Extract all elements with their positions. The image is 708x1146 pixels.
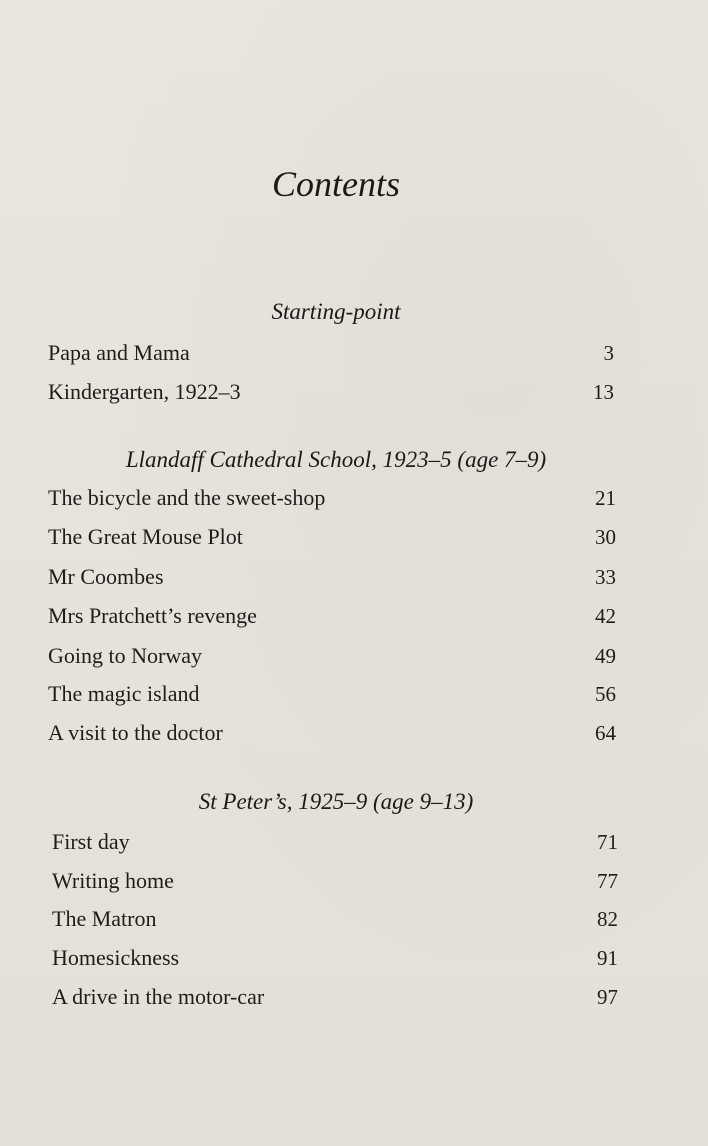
toc-entry bbox=[52, 943, 618, 973]
toc-entry bbox=[48, 601, 616, 631]
toc-entry bbox=[48, 641, 616, 671]
toc-entry bbox=[48, 483, 616, 513]
entry-title: Going to Norway bbox=[48, 643, 202, 668]
section-heading: St Peter’s, 1925–9 (age 9–13) bbox=[198, 789, 474, 814]
entry-page-number: 33 bbox=[595, 565, 616, 589]
entry-title: The Matron bbox=[52, 906, 157, 931]
toc-entry bbox=[48, 718, 616, 748]
entry-title: Papa and Mama bbox=[48, 340, 190, 365]
entry-title: Mrs Pratchett’s revenge bbox=[48, 603, 257, 628]
entry-title: A drive in the motor-car bbox=[52, 984, 265, 1009]
entry-title: Writing home bbox=[52, 868, 174, 893]
toc-entry bbox=[48, 562, 616, 592]
entry-page-number: 77 bbox=[597, 869, 618, 893]
entry-page-number: 3 bbox=[603, 341, 614, 365]
page-title: Contents bbox=[271, 164, 400, 204]
toc-entry bbox=[52, 866, 618, 896]
toc-entry bbox=[52, 904, 618, 934]
entry-title: The bicycle and the sweet-shop bbox=[48, 485, 326, 510]
toc-entry bbox=[52, 827, 618, 857]
section-heading: Starting-point bbox=[271, 299, 401, 324]
toc-entry bbox=[52, 982, 618, 1012]
entry-page-number: 82 bbox=[597, 907, 618, 931]
entry-page-number: 30 bbox=[595, 525, 616, 549]
entry-page-number: 21 bbox=[595, 486, 616, 510]
entry-page-number: 97 bbox=[597, 985, 618, 1009]
section-heading: Llandaff Cathedral School, 1923–5 (age 7–9) bbox=[125, 447, 547, 472]
entry-page-number: 56 bbox=[595, 682, 616, 706]
toc-entry bbox=[48, 679, 616, 709]
toc-entry bbox=[48, 377, 614, 407]
entry-title: Mr Coombes bbox=[48, 564, 164, 589]
entry-title: Homesickness bbox=[52, 945, 180, 970]
toc-entry bbox=[48, 522, 616, 552]
entry-page-number: 91 bbox=[597, 946, 618, 970]
entry-page-number: 64 bbox=[595, 721, 616, 745]
entry-title: The Great Mouse Plot bbox=[48, 524, 243, 549]
entry-title: The magic island bbox=[48, 681, 200, 706]
entry-page-number: 13 bbox=[593, 380, 614, 404]
entry-title: Kindergarten, 1922–3 bbox=[48, 379, 241, 404]
entry-page-number: 49 bbox=[595, 644, 616, 668]
entry-page-number: 71 bbox=[597, 830, 618, 854]
entry-title: A visit to the doctor bbox=[48, 720, 223, 745]
entry-title: First day bbox=[52, 829, 130, 854]
entry-page-number: 42 bbox=[595, 604, 616, 628]
toc-entry bbox=[48, 338, 614, 368]
